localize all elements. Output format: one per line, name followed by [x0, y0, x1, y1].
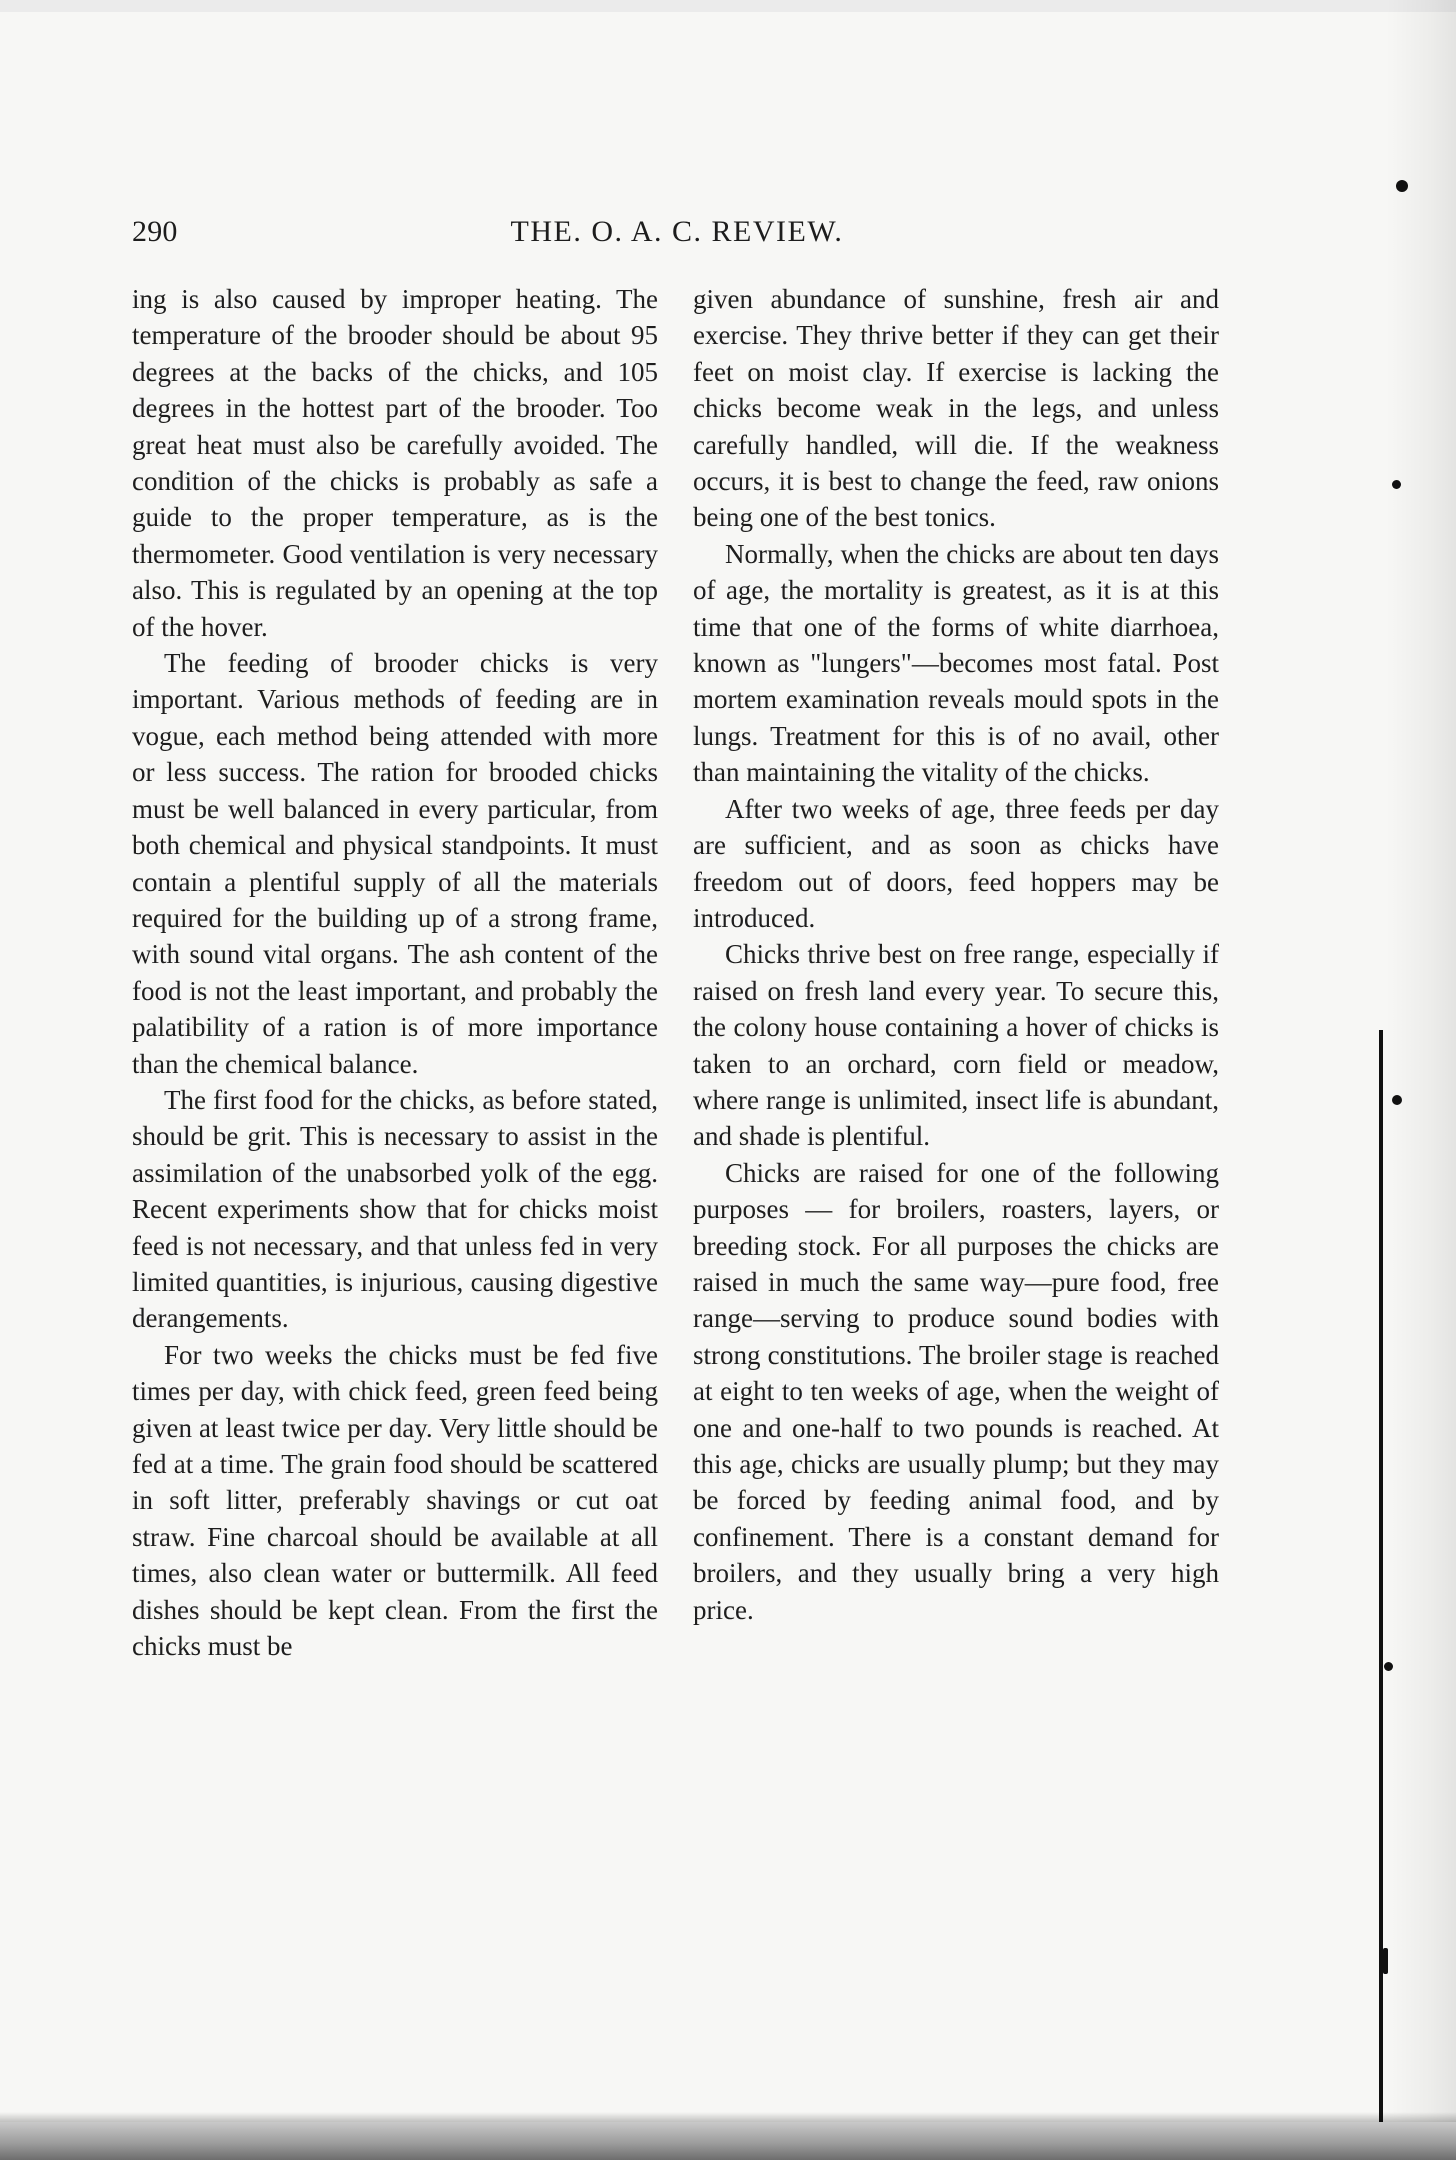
right-column: [693, 281, 1219, 2041]
paragraph: The first food for the chicks, as before stated, should be grit. This is necessary to assist in the assimilation of the unabsorbed yolk of the egg. Recent experiments show that for chicks moist feed is not necessary, and that unless fed in very limited quantities, is injurious, causing digestive derangements.: [132, 1084, 658, 1334]
right-edge-shadow: [1386, 0, 1456, 2160]
paragraph: Normally, when the chicks are about ten days of age, the mortality is greatest, as it is at this time that one of the forms of white diarrhoea, known as "lungers"—becomes most fatal. Post mortem examination reveals mould spots in the lungs. Treatment for this is of no avail, other than maintaining the vitality of the chicks.: [693, 538, 1219, 788]
scan-artifact-dash: [1383, 1948, 1388, 1974]
paragraph: Chicks thrive best on free range, especially if raised on fresh land every year. To secure this, the colony house containing a hover of chicks is taken to an orchard, corn field or meadow, where range is unlimited, insect life is abundant, and shade is plentiful.: [693, 939, 1219, 1152]
paragraph: For two weeks the chicks must be fed five times per day, with chick feed, green feed being given at least twice per day. Very little should be fed at a time. The grain food should be scattered in soft litter, preferably shavings or cut oat straw. Fine charcoal should be available at all times, also clean water or buttermilk. All feed dishes should be kept clean. From the first the chicks must be: [132, 1339, 658, 1662]
scan-artifact-dot: [1392, 1095, 1402, 1105]
scan-artifact-dot: [1396, 180, 1408, 192]
scan-artifact-dot: [1384, 1662, 1393, 1671]
bottom-edge-shadow: [0, 2112, 1456, 2122]
paragraph: given abundance of sunshine, fresh air and exercise. They thrive better if they can get their feet on moist clay. If exercise is lacking the chicks become weak in the legs, and unless carefully handled, will die. If the weakness occurs, it is best to change the feed, raw onions being one of the best tonics.: [693, 284, 1219, 533]
paragraph: After two weeks of age, three feeds per day are sufficient, and as soon as chicks have freedom out of doors, feed hoppers may be introduced.: [693, 793, 1219, 933]
scan-artifact-dot: [1392, 480, 1401, 489]
paragraph: Chicks are raised for one of the following purposes — for broilers, roasters, layers, or breeding stock. For all purposes the chicks are raised in much the same way—pure food, free range—serving to produce sound bodies with strong constitutions. The broiler stage is reached at eight to ten weeks of age, when the weight of one and one-half to two pounds is reached. At this age, chicks are usually plump; but they may be forced by feeding animal food, and by confinement. There is a constant demand for broilers, and they usually bring a very high price.: [693, 1157, 1219, 1625]
page-number: 290: [132, 215, 178, 248]
top-margin-band: [0, 0, 1456, 12]
running-title: THE. O. A. C. REVIEW.: [510, 215, 844, 248]
paragraph: The feeding of brooder chicks is very important. Various methods of feeding are in vogue, each method being attended with more or less success. The ration for brooded chicks must be well balanced in every particular, from both chemical and physical standpoints. It must contain a plentiful supply of all the materials required for the building up of a strong frame, with sound vital organs. The ash content of the food is not the least important, and probably the palatibility of a ration is of more importance than the chemical balance.: [132, 648, 658, 1079]
paragraph: ing is also caused by improper heating. The temperature of the brooder should be about 95 degrees at the backs of the chicks, and 105 degrees in the hottest part of the brooder. Too great heat must also be carefully avoided. The condition of the chicks is probably as safe a guide to the proper temperature, as is the thermometer. Good ventilation is very necessary also. This is regulated by an opening at the top of the hover.: [132, 284, 658, 642]
bottom-edge-band: [0, 2122, 1456, 2160]
page-header: [132, 215, 1222, 255]
left-column: [132, 281, 658, 2041]
right-edge-rule: [1379, 1030, 1383, 2160]
